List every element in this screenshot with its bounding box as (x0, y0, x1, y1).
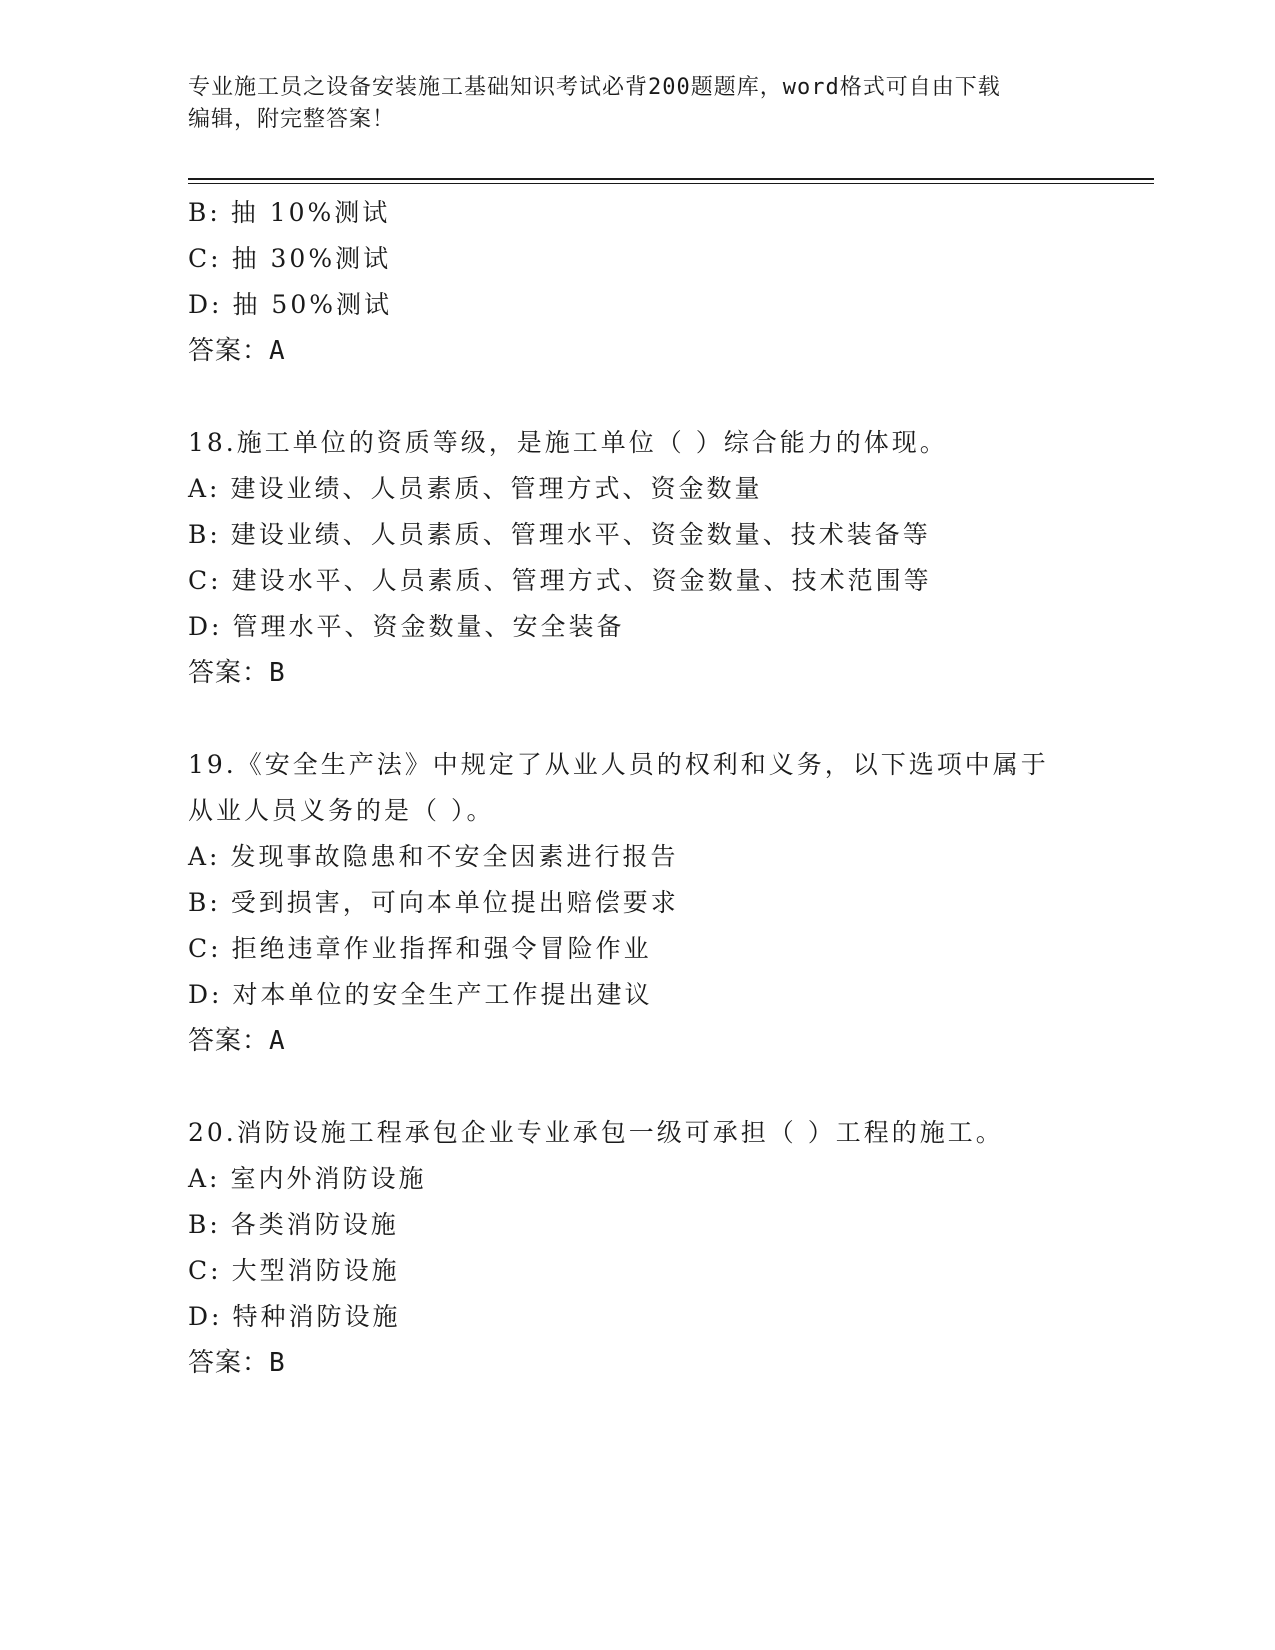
option-d: D: 特种消防设施 (188, 1302, 401, 1331)
document-header (188, 72, 1088, 136)
header-divider-thick (188, 178, 1154, 180)
option-b: B: 各类消防设施 (188, 1210, 399, 1239)
answer: 答案：A (188, 1026, 286, 1056)
answer: 答案：B (188, 658, 286, 688)
question-stem-line-2: 从业人员义务的是（ ）。 (188, 796, 495, 825)
option-c: C: 大型消防设施 (188, 1256, 400, 1285)
option-d: D: 抽 50%测试 (188, 290, 392, 319)
prev-question (188, 190, 1088, 374)
option-d: D: 对本单位的安全生产工作提出建议 (188, 980, 653, 1009)
option-b: B: 受到损害，可向本单位提出赔偿要求 (188, 888, 679, 917)
option-b: B: 抽 10%测试 (188, 198, 391, 227)
question-content (188, 190, 1088, 1386)
header-line-1: 专业施工员之设备安装施工基础知识考试必背200题题库，word格式可自由下载 (188, 75, 1001, 100)
question-19 (188, 742, 1088, 1064)
question-20 (188, 1110, 1088, 1386)
question-stem: 20.消防设施工程承包企业专业承包一级可承担（ ）工程的施工。 (188, 1118, 1004, 1147)
header-line-2: 编辑，附完整答案！ (188, 107, 396, 132)
header-divider-thin (188, 183, 1154, 184)
question-stem: 18.施工单位的资质等级，是施工单位（ ）综合能力的体现。 (188, 428, 948, 457)
option-b: B: 建设业绩、人员素质、管理水平、资金数量、技术装备等 (188, 520, 931, 549)
option-c: C: 建设水平、人员素质、管理方式、资金数量、技术范围等 (188, 566, 932, 595)
question-18 (188, 420, 1088, 696)
option-d: D: 管理水平、资金数量、安全装备 (188, 612, 625, 641)
question-stem-line-1: 19.《安全生产法》中规定了从业人员的权利和义务，以下选项中属于 (188, 750, 1049, 779)
answer: 答案：A (188, 336, 286, 366)
option-a: A: 建设业绩、人员素质、管理方式、资金数量 (188, 474, 763, 503)
answer: 答案：B (188, 1348, 286, 1378)
option-a: A: 发现事故隐患和不安全因素进行报告 (188, 842, 679, 871)
option-c: C: 拒绝违章作业指挥和强令冒险作业 (188, 934, 652, 963)
option-a: A: 室内外消防设施 (188, 1164, 427, 1193)
option-c: C: 抽 30%测试 (188, 244, 392, 273)
